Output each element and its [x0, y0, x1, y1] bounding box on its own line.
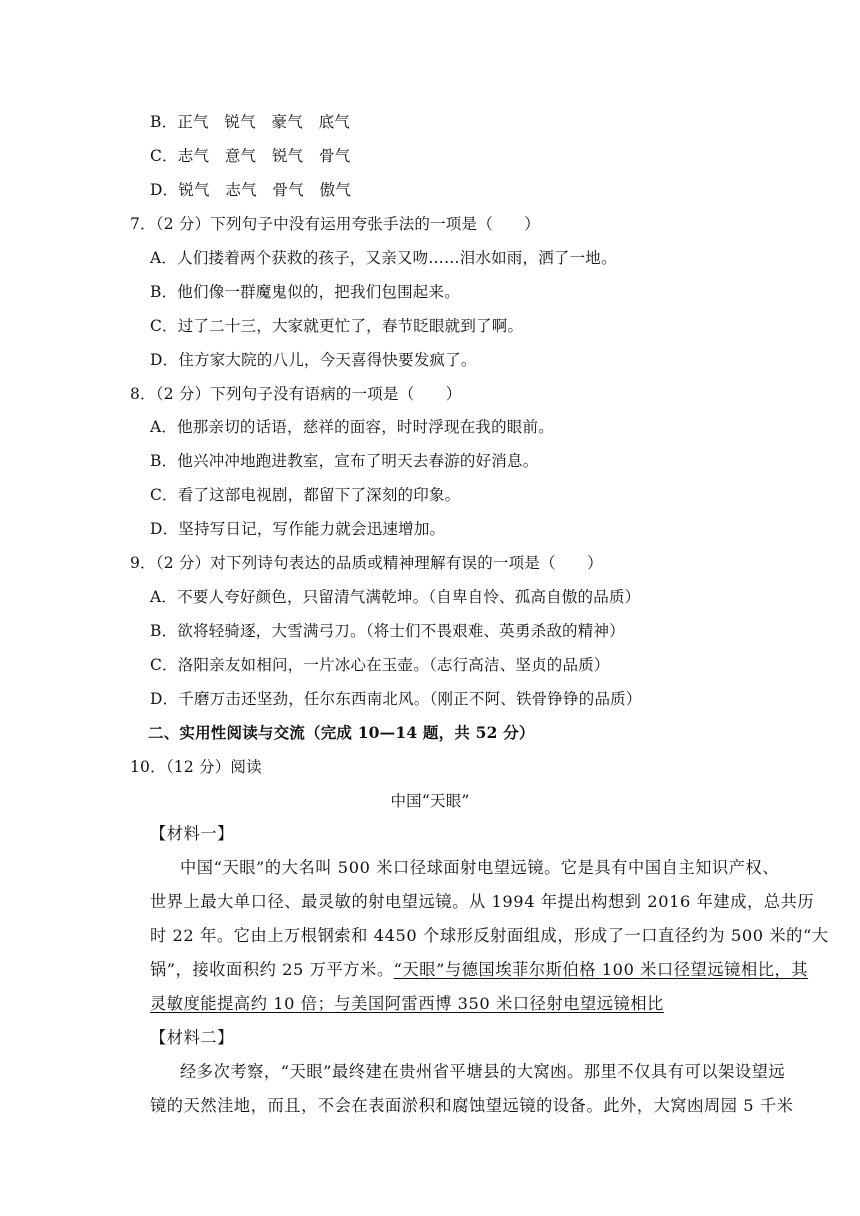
- material-2-line-1: 经多次考察，“天眼”最终建在贵州省平塘县的大窝凼。那里不仅具有可以架设望远: [180, 1062, 786, 1081]
- q7-option-a: A．人们搂着两个获救的孩子，又亲又吻……泪水如雨，洒了一地。: [150, 249, 617, 267]
- material-2-line-2: 镜的天然洼地，而且，不会在表面淤积和腐蚀望远镜的设备。此外，大窝凼周园 5 千米: [150, 1096, 794, 1115]
- q6-option-d: D．锐气 志气 骨气 傲气: [150, 181, 352, 199]
- material-1-label: 【材料一】: [150, 824, 234, 843]
- q7-option-c: C．过了二十三，大家就更忙了，春节眨眼就到了啊。: [150, 317, 524, 335]
- q6-option-c: C．志气 意气 锐气 骨气: [150, 147, 351, 165]
- q7-option-b: B．他们像一群魔鬼似的，把我们包围起来。: [150, 283, 460, 301]
- q8-option-a: A．他那亲切的话语，慈祥的面容，时时浮现在我的眼前。: [150, 418, 554, 436]
- article-title: 中国“天眼”: [390, 792, 470, 810]
- material-1-underlined-text: “天眼”与德国埃菲尔斯伯格 100 米口径望远镜相比，其: [393, 960, 809, 979]
- q8-option-d: D．坚持写日记，写作能力就会迅速增加。: [150, 520, 446, 538]
- q6-option-b: B．正气 锐气 豪气 底气: [150, 113, 350, 131]
- material-1-line-1: 中国“天眼”的大名叫 500 米口径球面射电望远镜。它是具有中国自主知识产权、: [180, 858, 780, 877]
- q8-option-b: B．他兴冲冲地跑进教室，宣布了明天去春游的好消息。: [150, 452, 539, 470]
- material-1-line-3: 时 22 年。它由上万根钢索和 4450 个球形反射面组成，形成了一口直径约为 500 米的“大: [150, 926, 829, 945]
- q8-stem: 8．（2 分）下列句子没有语病的一项是（ ）: [130, 385, 462, 403]
- q9-option-c: C．洛阳亲友如相问，一片冰心在玉壶。（志行高洁、坚贞的品质）: [150, 656, 610, 674]
- material-1-text: 锅”，接收面积约 25 万平方米。: [150, 960, 394, 979]
- section-heading: 二、实用性阅读与交流（完成 10—14 题，共 52 分）: [148, 723, 535, 742]
- material-2-label: 【材料二】: [150, 1028, 234, 1047]
- q10-stem: 10．（12 分）阅读: [130, 758, 262, 776]
- material-1-line-5: 灵敏度能提高约 10 倍；与美国阿雷西博 350 米口径射电望远镜相比: [150, 994, 664, 1013]
- q9-option-a: A．不要人夸好颜色，只留清气满乾坤。（自卑自怜、孤高自傲的品质）: [150, 588, 641, 606]
- material-1-line-2: 世界上最大单口径、最灵敏的射电望远镜。从 1994 年提出构想到 2016 年建成，总共历: [150, 892, 815, 911]
- q7-stem: 7．（2 分）下列句子中没有运用夸张手法的一项是（ ）: [130, 215, 541, 233]
- material-1-line-4: [150, 960, 808, 980]
- q7-option-d: D．住方家大院的八儿，今天喜得快要发疯了。: [150, 351, 477, 369]
- q9-option-d: D．千磨万击还坚劲，任尔东西南北风。（刚正不阿、铁骨铮铮的品质）: [150, 690, 642, 708]
- q9-stem: 9．（2 分）对下列诗句表达的品质或精神理解有误的一项是（ ）: [130, 554, 603, 572]
- q8-option-c: C．看了这部电视剧，都留下了深刻的印象。: [150, 486, 461, 504]
- q9-option-b: B．欲将轻骑逐，大雪满弓刀。（将士们不畏艰难、英勇杀敌的精神）: [150, 622, 625, 640]
